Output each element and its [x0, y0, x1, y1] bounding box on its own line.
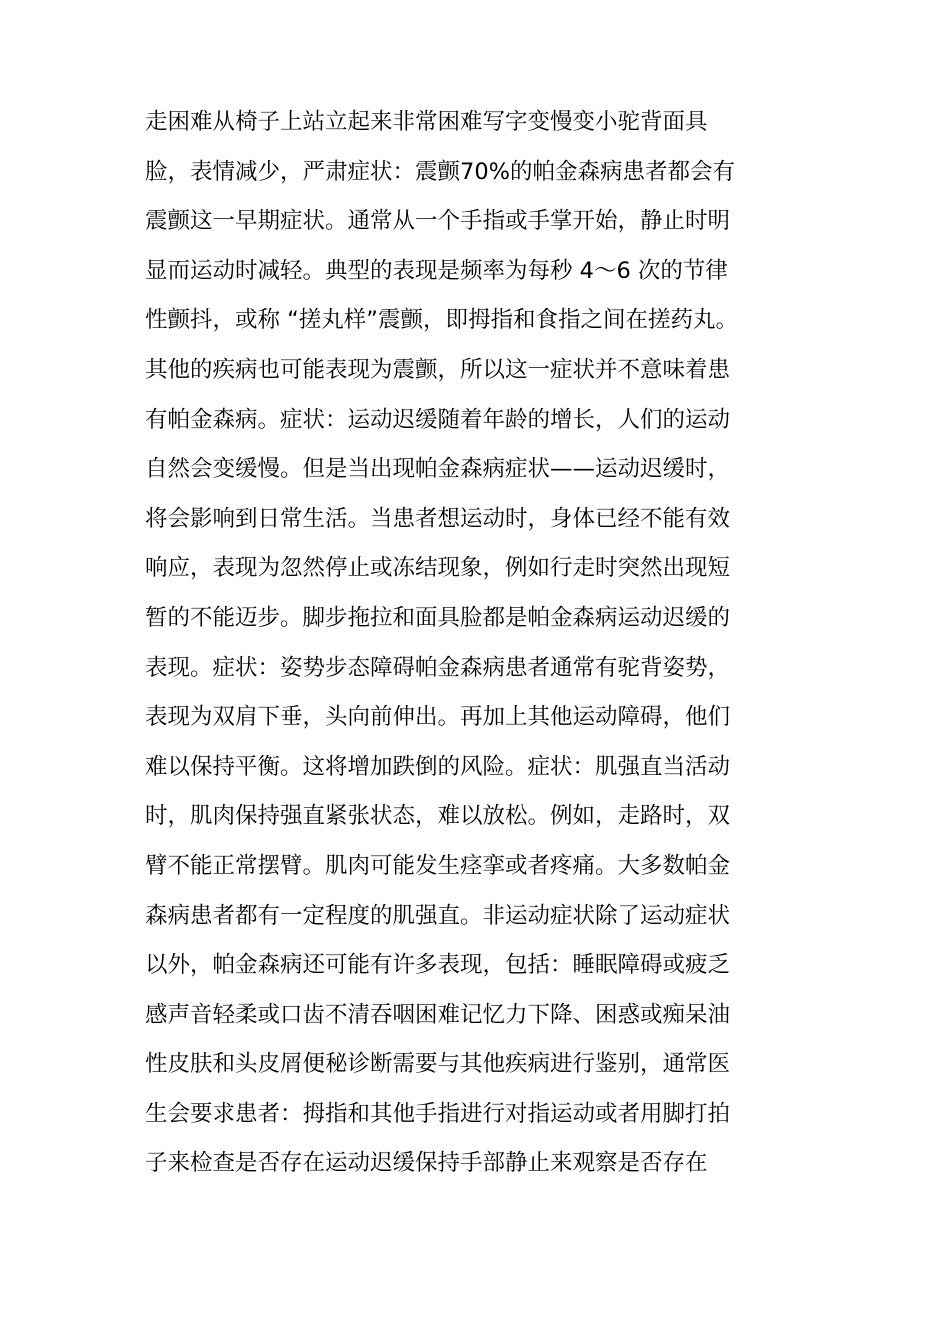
text-line: 臂不能正常摆臂。肌肉可能发生痉挛或者疼痛。大多数帕金 — [145, 852, 731, 879]
text-line: 响应，表现为忽然停止或冻结现象，例如行走时突然出现短 — [145, 555, 731, 582]
text-line: 其他的疾病也可能表现为震颤，所以这一症状并不意味着患 — [145, 356, 731, 383]
body-text — [145, 98, 815, 1189]
text-line: 显而运动时减轻。典型的表现是频率为每秒 4～6 次的节律 — [145, 257, 728, 284]
text-line: 森病患者都有一定程度的肌强直。非运动症状除了运动症状 — [145, 902, 731, 929]
text-line: 以外，帕金森病还可能有许多表现，包括：睡眠障碍或疲乏 — [145, 952, 731, 979]
text-line: 感声音轻柔或口齿不清吞咽困难记忆力下降、困惑或痴呆油 — [145, 1001, 731, 1028]
text-line: 震颤这一早期症状。通常从一个手指或手掌开始，静止时明 — [145, 208, 731, 235]
text-line: 性皮肤和头皮屑便秘诊断需要与其他疾病进行鉴别，通常医 — [145, 1051, 731, 1078]
text-line: 时，肌肉保持强直紧张状态，难以放松。例如，走路时，双 — [145, 803, 731, 830]
text-line: 难以保持平衡。这将增加跌倒的风险。症状：肌强直当活动 — [145, 753, 731, 780]
text-line: 暂的不能迈步。脚步拖拉和面具脸都是帕金森病运动迟缓的 — [145, 604, 731, 631]
text-line: 表现。症状：姿势步态障碍帕金森病患者通常有驼背姿势， — [145, 654, 731, 681]
text-line: 自然会变缓慢。但是当出现帕金森病症状——运动迟缓时， — [145, 456, 731, 483]
text-line: 脸，表情减少，严肃症状：震颤70%的帕金森病患者都会有 — [145, 158, 736, 185]
text-line: 子来检查是否存在运动迟缓保持手部静止来观察是否存在 — [145, 1150, 708, 1177]
text-line: 走困难从椅子上站立起来非常困难写字变慢变小驼背面具 — [145, 109, 708, 135]
text-line: 有帕金森病。症状：运动迟缓随着年龄的增长，人们的运动 — [145, 406, 731, 433]
text-line: 生会要求患者：拇指和其他手指进行对指运动或者用脚打拍 — [145, 1100, 731, 1127]
text-line: 将会影响到日常生活。当患者想运动时，身体已经不能有效 — [145, 505, 731, 532]
text-line: 性颤抖，或称 “搓丸样”震颤，即拇指和食指之间在搓药丸。 — [145, 307, 738, 334]
text-line: 表现为双肩下垂，头向前伸出。再加上其他运动障碍，他们 — [145, 704, 731, 731]
